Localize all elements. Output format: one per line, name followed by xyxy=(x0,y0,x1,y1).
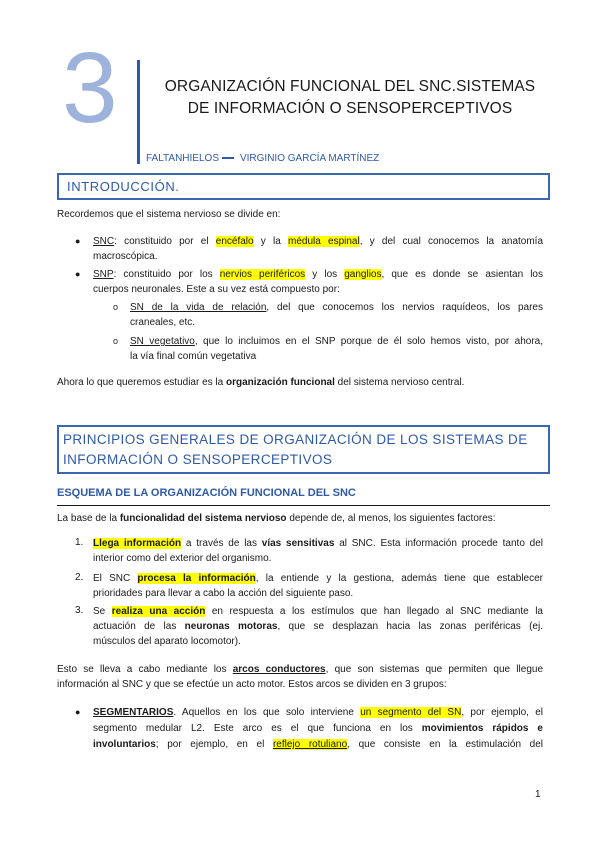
authors-line xyxy=(146,153,379,164)
document-title xyxy=(140,76,560,120)
sub-bullet-icon: o xyxy=(113,336,119,346)
snp-line-2: cuerpos neuronales. Este a su vez está compuesto por: xyxy=(93,284,340,295)
page-number: 1 xyxy=(535,789,541,800)
seg-line-2: segmento medular L2. Este arco es el que funciona en los movimientos rápidos e xyxy=(93,723,543,734)
item-3-highlight: realiza una acción xyxy=(111,606,206,617)
arcos-term: arcos conductores xyxy=(232,664,326,675)
snc-line-1: SNC: constituido por el encéfalo y la médula espinal, y del cual conocemos la anatomía xyxy=(93,236,544,247)
sub2-line-2: la vía final común vegetativa xyxy=(130,351,257,362)
principios-heading: PRINCIPIOS GENERALES DE ORGANIZACIÓN DE LOS SISTEMAS DE INFORMACIÓN O SENSOPERCEPTIVOS xyxy=(57,425,550,474)
item-number: 3. xyxy=(75,605,84,616)
item-3-line-3: músculos del aparato locomotor). xyxy=(93,636,241,647)
seg-line-3: involuntarios; por ejemplo, en el reflejo rotuliano, que consiste en la estimulación del xyxy=(93,739,544,750)
seg-highlight-reflejo: reflejo rotuliano xyxy=(272,739,348,750)
subheading-rule xyxy=(57,505,550,506)
sub1-line-2: craneales, etc. xyxy=(130,317,196,328)
chapter-number: 3 xyxy=(62,32,118,144)
sub1-line-1: SN de la vida de relación, del que conocemos los nervios raquídeos, los pares xyxy=(130,302,543,313)
title-line-1: ORGANIZACIÓN FUNCIONAL DEL SNC.SISTEMAS xyxy=(164,78,536,95)
seg-highlight-segmento: un segmento del SN xyxy=(360,707,462,718)
title-line-2: DE INFORMACIÓN O SENSOPERCEPTIVOS xyxy=(187,100,513,117)
author-2: VIRGINIO GARCÍA MARTÍNEZ xyxy=(239,153,380,164)
snc-highlight-encefalo: encéfalo xyxy=(215,236,254,247)
sub-bullet-icon: o xyxy=(113,302,119,312)
snc-highlight-medula: médula espinal xyxy=(288,236,360,247)
item-3-line-1: Se realiza una acción en respuesta a los estímulos que han llegado al SNC mediante la xyxy=(93,606,543,617)
snp-term: SNP xyxy=(93,269,114,280)
author-1: FALTANHIELOS xyxy=(146,153,219,164)
item-1-line-2: interior como del exterior del organismo. xyxy=(93,553,272,564)
arcos-line-1: Esto se lleva a cabo mediante los arcos conductores, que son sistemas que permiten que llegue xyxy=(57,664,544,675)
snp-highlight-nervios: nervios periféricos xyxy=(219,269,306,280)
intro-heading: INTRODUCCIÓN. xyxy=(57,173,550,200)
bullet-icon: ● xyxy=(75,707,81,717)
sub1-term: SN de la vida de relación xyxy=(130,302,267,313)
item-1-line-1: Llega información a través de las vías sensitivas al SNC. Esta información procede tanto del xyxy=(93,538,544,549)
bullet-icon: ● xyxy=(75,236,81,246)
item-number: 1. xyxy=(75,537,84,548)
bullet-icon: ● xyxy=(75,269,81,279)
snp-line-1: SNP: constituido por los nervios periféricos y los ganglios, que es donde se asientan los xyxy=(93,269,543,280)
snc-line-2: macroscópica. xyxy=(93,251,158,262)
seg-line-1: SEGMENTARIOS. Aquellos en los que solo interviene un segmento del SN, por ejemplo, el xyxy=(93,707,543,718)
item-number: 2. xyxy=(75,572,84,583)
intro-lead: Recordemos que el sistema nervioso se divide en: xyxy=(57,209,281,220)
author-separator xyxy=(222,157,234,159)
item-2-line-1: El SNC procesa la información, la entiende y la gestiona, además tiene que establecer xyxy=(93,573,544,584)
snc-term: SNC xyxy=(93,236,115,247)
sub2-line-1: SN vegetativo, que lo incluimos en el SNP porque de él solo hemos visto, por ahora, xyxy=(130,336,543,347)
esquema-subheading: ESQUEMA DE LA ORGANIZACIÓN FUNCIONAL DEL SNC xyxy=(57,487,356,499)
item-2-highlight: procesa la información xyxy=(137,573,256,584)
item-2-line-2: prioridades para llevar a cabo la acción del siguiente paso. xyxy=(93,588,354,599)
item-3-line-2: actuación de las neuronas motoras, que se desplazan hacia las zonas periféricas (ej. xyxy=(93,621,543,632)
principios-lead: La base de la funcionalidad del sistema nervioso depende de, al menos, los siguientes factores: xyxy=(57,513,496,524)
intro-closing: Ahora lo que queremos estudiar es la organización funcional del sistema nervioso central. xyxy=(57,377,465,388)
arcos-line-2: información al SNC y que se efectúe un acto motor. Estos arcos se dividen en 3 grupos: xyxy=(57,679,447,690)
item-1-highlight: Llega información xyxy=(93,538,182,549)
snp-highlight-ganglios: ganglios xyxy=(344,269,382,280)
seg-term: SEGMENTARIOS xyxy=(93,707,174,718)
sub2-term: SN vegetativo xyxy=(130,336,195,347)
